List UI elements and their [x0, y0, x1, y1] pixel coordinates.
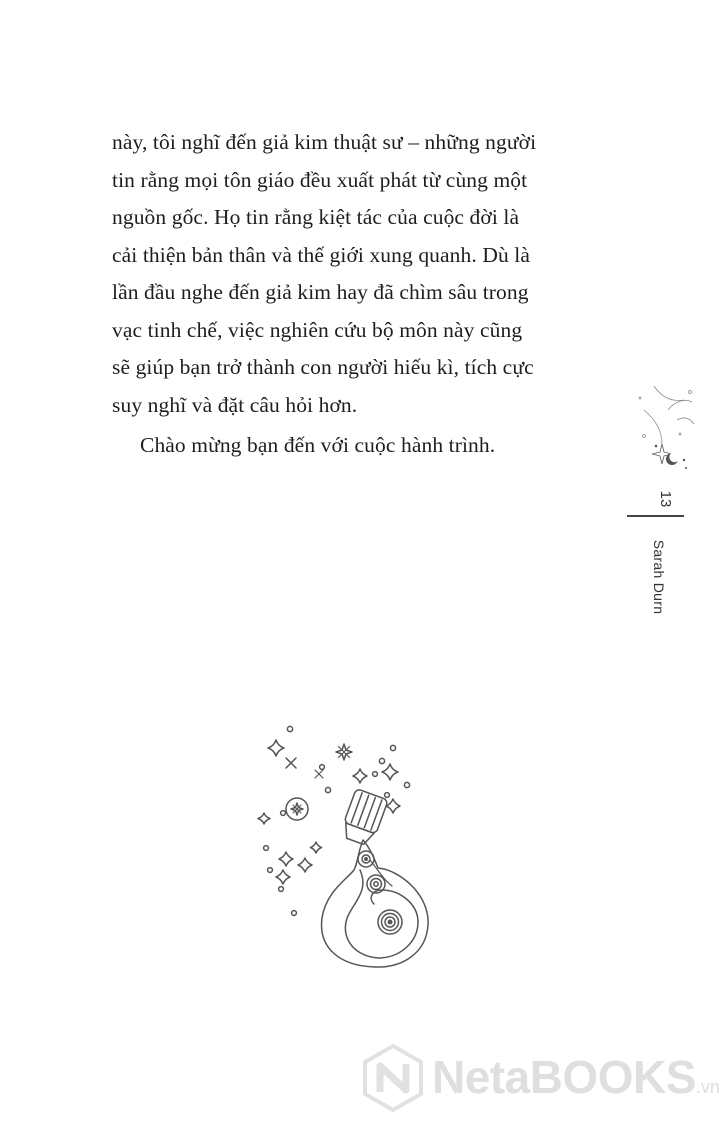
moon-sparkle-icon — [632, 380, 700, 475]
running-author: Sarah Durn — [651, 539, 667, 615]
margin-divider — [627, 515, 684, 517]
n-logo-icon — [362, 1044, 424, 1112]
text-line: nguồn gốc. Họ tin rằng kiệt tác của cuộc đời là — [112, 205, 520, 229]
text-line: lần đầu nghe đến giả kim hay đã chìm sâu trong — [112, 280, 529, 304]
paragraph-1 — [112, 124, 612, 424]
text-line: vạc tinh chế, việc nghiên cứu bộ môn này cũng — [112, 317, 523, 342]
body-text — [112, 124, 612, 465]
page-number: 13 — [657, 490, 674, 508]
potion-flask-stars-icon — [250, 720, 450, 980]
watermark-suffix: .vn — [695, 1077, 720, 1097]
watermark-brand-name: NetaBOOKS — [432, 1051, 696, 1103]
text-line: cải thiện bản thân và thế giới xung quanh. Dù là — [112, 242, 530, 267]
text-line: suy nghĩ và đặt câu hỏi hơn. — [112, 392, 358, 417]
paragraph-2: Chào mừng bạn đến với cuộc hành trình. — [140, 433, 496, 457]
text-line: tin rằng mọi tôn giáo đều xuất phát từ cùng một — [112, 167, 528, 192]
watermark — [362, 1040, 720, 1120]
watermark-brand — [432, 1050, 720, 1104]
text-line: này, tôi nghĩ đến giả kim thuật sư – những người — [112, 130, 537, 154]
text-line: sẽ giúp bạn trở thành con người hiếu kì, tích cực — [112, 355, 534, 379]
